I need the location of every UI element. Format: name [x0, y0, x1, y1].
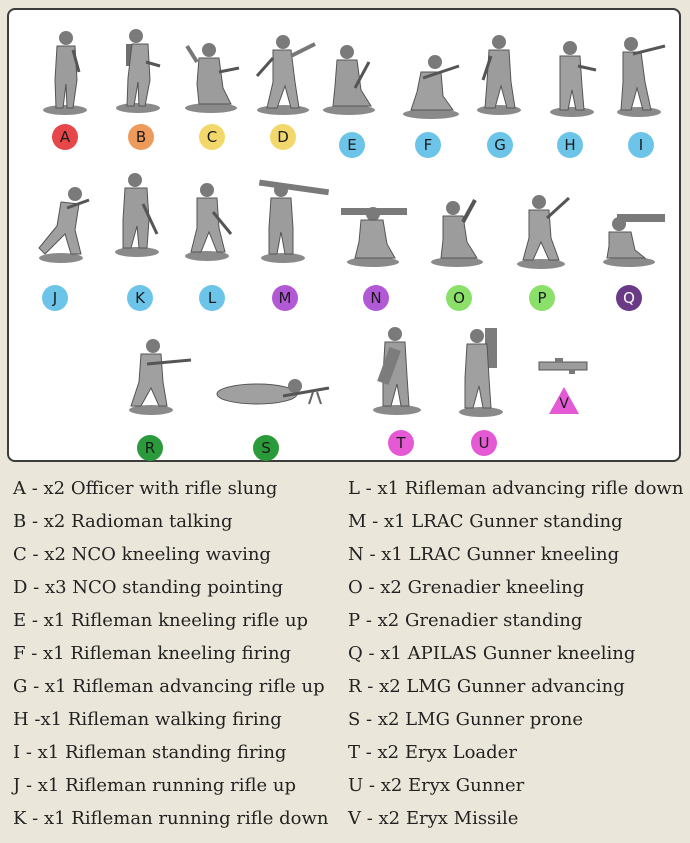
figure-c-image [179, 38, 243, 114]
figure-h-badge: H [557, 132, 583, 158]
figure-b-image [112, 22, 164, 114]
legend-entry: I - x1 Rifleman standing firing [13, 742, 287, 763]
figure-d-image [249, 28, 319, 116]
legend-entry: T - x2 Eryx Loader [348, 742, 517, 763]
figure-p-image [511, 188, 573, 270]
figure-k-badge: K [127, 285, 153, 311]
figure-s-badge: S [253, 435, 279, 461]
figure-m-image [251, 174, 331, 264]
figure-e-image [319, 40, 379, 116]
figure-l-badge: L [199, 285, 225, 311]
legend-entry: C - x2 NCO kneeling waving [13, 544, 271, 565]
legend-entry: H -x1 Rifleman walking firing [13, 709, 282, 730]
figure-f-badge: F [415, 132, 441, 158]
legend-entry: D - x3 NCO standing pointing [13, 577, 284, 598]
figure-r-badge: R [137, 435, 163, 461]
legend-entry: F - x1 Rifleman kneeling firing [13, 643, 292, 664]
legend-entry: O - x2 Grenadier kneeling [348, 577, 585, 598]
legend-entry: J - x1 Rifleman running rifle up [13, 775, 296, 796]
figure-m-badge: M [272, 285, 298, 311]
figure-n-image [337, 198, 411, 268]
figure-e-badge: E [339, 132, 365, 158]
legend-entry: M - x1 LRAC Gunner standing [348, 511, 623, 532]
figure-k-image [107, 168, 167, 258]
miniatures-photo-panel [7, 8, 681, 462]
legend-entry: B - x2 Radioman talking [13, 511, 233, 532]
legend-entry: V - x2 Eryx Missile [348, 808, 519, 829]
figure-a-badge: A [52, 124, 78, 150]
figure-f-image [399, 48, 463, 120]
figure-j-image [31, 182, 93, 264]
legend-entry: E - x1 Rifleman kneeling rifle up [13, 610, 309, 631]
legend-entry: Q - x1 APILAS Gunner kneeling [348, 643, 636, 664]
figure-q-image [597, 206, 667, 268]
figure-c-badge: C [199, 124, 225, 150]
legend-entry: P - x2 Grenadier standing [348, 610, 583, 631]
figure-i-badge: I [628, 132, 654, 158]
legend-entry: R - x2 LMG Gunner advancing [348, 676, 625, 697]
figure-o-badge: O [446, 285, 472, 311]
figure-g-image [471, 30, 527, 116]
figure-v-image [535, 356, 591, 376]
figure-u-badge: U [471, 430, 497, 456]
figure-p-badge: P [529, 285, 555, 311]
figure-h-image [544, 36, 600, 118]
legend-entry: N - x1 LRAC Gunner kneeling [348, 544, 620, 565]
figure-n-badge: N [363, 285, 389, 311]
figure-a-image [39, 24, 91, 116]
legend-entry: K - x1 Rifleman running rifle down [13, 808, 329, 829]
figure-d-badge: D [270, 124, 296, 150]
figure-i-image [609, 30, 669, 118]
figure-u-image [451, 322, 511, 418]
figure-j-badge: J [42, 285, 68, 311]
figure-s-image [213, 366, 333, 410]
figure-l-image [179, 178, 237, 262]
legend-entry: G - x1 Rifleman advancing rifle up [13, 676, 325, 697]
figure-v-label: V [559, 396, 569, 412]
figure-q-badge: Q [616, 285, 642, 311]
legend-entry: U - x2 Eryx Gunner [348, 775, 525, 796]
figure-o-image [427, 196, 489, 268]
legend-entry: S - x2 LMG Gunner prone [348, 709, 584, 730]
figure-b-badge: B [128, 124, 154, 150]
legend-left-column [13, 472, 328, 835]
legend-entry: A - x2 Officer with rifle slung [13, 478, 278, 499]
figure-r-image [119, 332, 195, 416]
legend-entry: L - x1 Rifleman advancing rifle down [348, 478, 684, 499]
figure-t-badge: T [388, 430, 414, 456]
figure-g-badge: G [487, 132, 513, 158]
legend-right-column [348, 472, 683, 835]
figure-t-image [367, 322, 429, 416]
